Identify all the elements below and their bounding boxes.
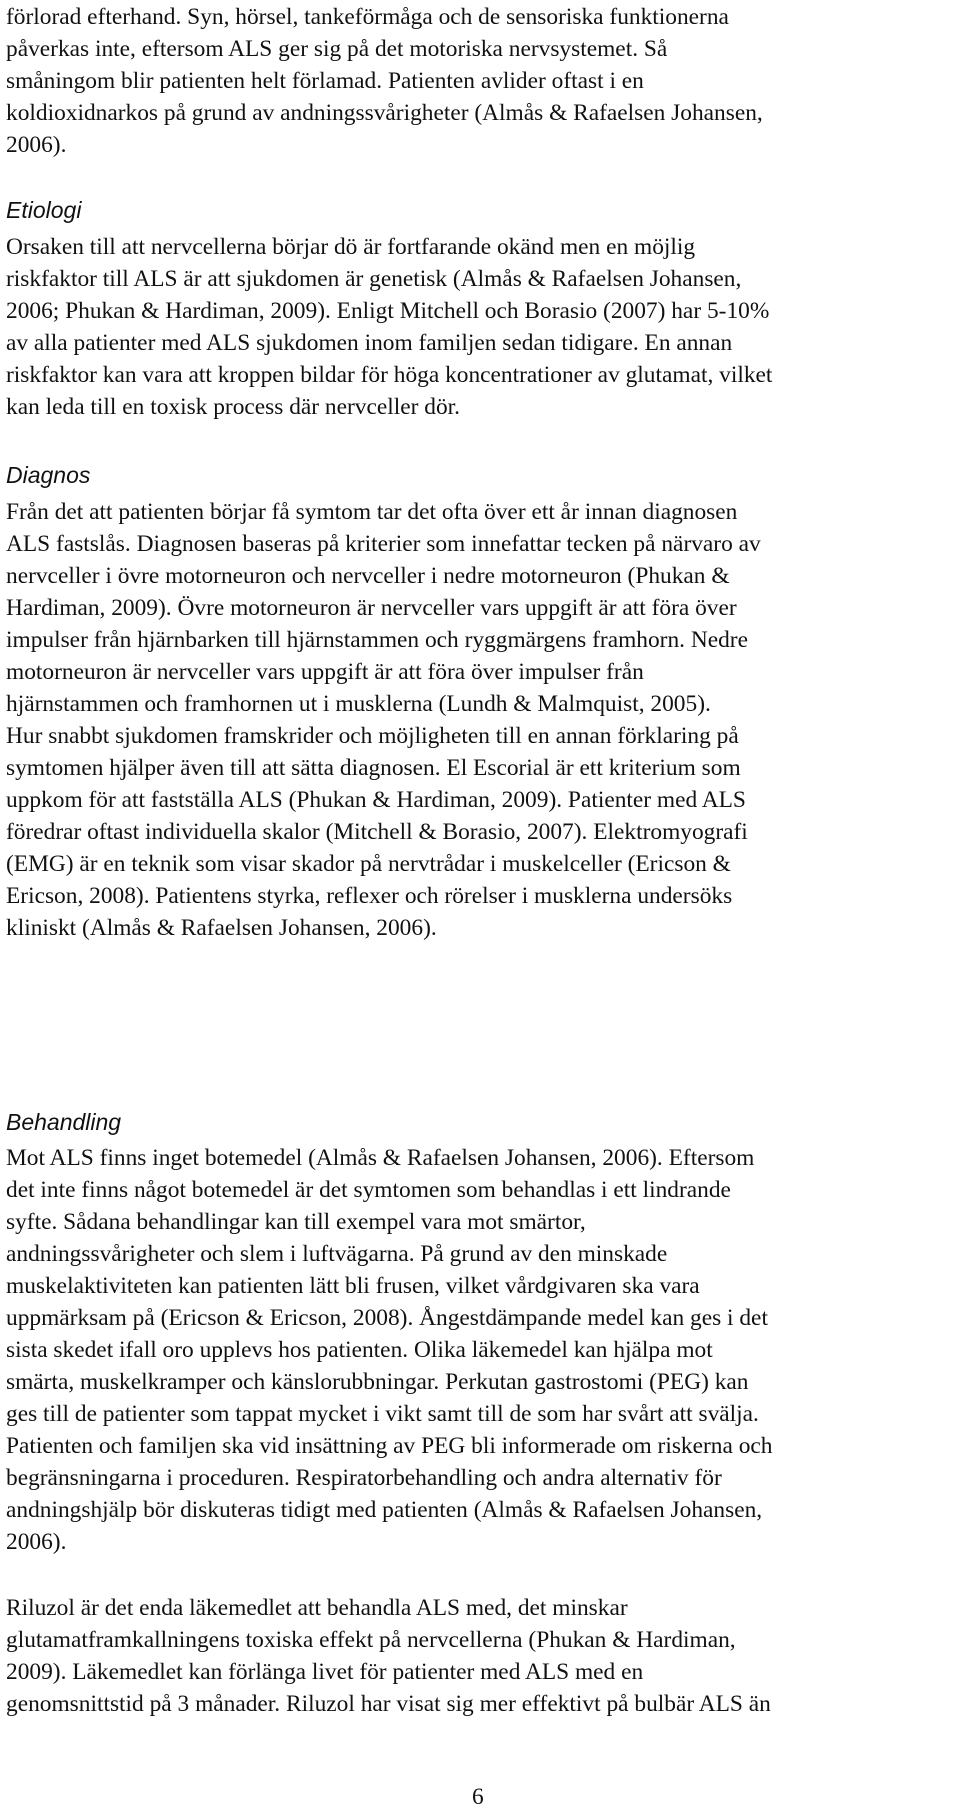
diagnos-line: Hur snabbt sjukdomen framskrider och möjligheten till en annan förklaring på [6, 723, 739, 749]
behandling-line: det inte finns något botemedel är det symtomen som behandlas i ett lindrande [6, 1177, 731, 1203]
diagnos-line: Från det att patienten börjar få symtom tar det ofta över ett år innan diagnosen [6, 499, 738, 525]
behandling-line: syfte. Sådana behandlingar kan till exempel vara mot smärtor, [6, 1209, 586, 1235]
etiologi-line: Orsaken till att nervcellerna börjar dö är fortfarande okänd men en möjlig [6, 234, 696, 260]
etiologi-line: kan leda till en toxisk process där nervceller dör. [6, 394, 461, 420]
section-heading-etiologi: Etiologi [6, 197, 82, 223]
behandling-line: 2006). [6, 1529, 67, 1555]
behandling-p2-line: 2009). Läkemedlet kan förlänga livet för patienter med ALS med en [6, 1659, 644, 1685]
intro-line: småningom blir patienten helt förlamad. Patienten avlider oftast i en [6, 68, 644, 94]
behandling-line: andningssvårigheter och slem i luftvägarna. På grund av den minskade [6, 1241, 668, 1267]
page-number: 6 [472, 1784, 484, 1810]
diagnos-line: impulser från hjärnbarken till hjärnstammen och ryggmärgens framhorn. Nedre [6, 627, 748, 653]
diagnos-line: symtomen hjälper även till att sätta diagnosen. El Escorial är ett kriterium som [6, 755, 741, 781]
intro-line: förlorad efterhand. Syn, hörsel, tankeförmåga och de sensoriska funktionerna [6, 4, 729, 30]
behandling-p2-line: glutamatframkallningens toxiska effekt på nervcellerna (Phukan & Hardiman, [6, 1627, 736, 1653]
behandling-p2-line: genomsnittstid på 3 månader. Riluzol har visat sig mer effektivt på bulbär ALS än [6, 1691, 771, 1717]
intro-line: koldioxidnarkos på grund av andningssvårigheter (Almås & Rafaelsen Johansen, [6, 100, 763, 126]
behandling-line: Mot ALS finns inget botemedel (Almås & Rafaelsen Johansen, 2006). Eftersom [6, 1145, 755, 1171]
behandling-line: smärta, muskelkramper och känslorubbningar. Perkutan gastrostomi (PEG) kan [6, 1369, 749, 1395]
diagnos-line: uppkom för att fastställa ALS (Phukan & Hardiman, 2009). Patienter med ALS [6, 787, 746, 813]
diagnos-line: Hardiman, 2009). Övre motorneuron är nervceller vars uppgift är att föra över [6, 595, 737, 621]
etiologi-line: 2006; Phukan & Hardiman, 2009). Enligt Mitchell och Borasio (2007) har 5-10% [6, 298, 770, 324]
intro-line: 2006). [6, 132, 67, 158]
behandling-line: sista skedet ifall oro upplevs hos patienten. Olika läkemedel kan hjälpa mot [6, 1337, 713, 1363]
etiologi-line: riskfaktor till ALS är att sjukdomen är genetisk (Almås & Rafaelsen Johansen, [6, 266, 742, 292]
etiologi-line: av alla patienter med ALS sjukdomen inom familjen sedan tidigare. En annan [6, 330, 733, 356]
behandling-line: muskelaktiviteten kan patienten lätt bli frusen, vilket vårdgivaren ska vara [6, 1273, 700, 1299]
section-heading-diagnos: Diagnos [6, 462, 91, 488]
diagnos-line: Ericson, 2008). Patientens styrka, reflexer och rörelser i musklerna undersöks [6, 883, 733, 909]
behandling-line: ges till de patienter som tappat mycket i vikt samt till de som har svårt att svälja. [6, 1401, 759, 1427]
diagnos-line: motorneuron är nervceller vars uppgift är att föra över impulser från [6, 659, 644, 685]
etiologi-line: riskfaktor kan vara att kroppen bildar för höga koncentrationer av glutamat, vilket [6, 362, 773, 388]
diagnos-line: föredrar oftast individuella skalor (Mitchell & Borasio, 2007). Elektromyografi [6, 819, 748, 845]
diagnos-line: ALS fastslås. Diagnosen baseras på kriterier som innefattar tecken på närvaro av [6, 531, 761, 557]
diagnos-line: hjärnstammen och framhornen ut i musklerna (Lundh & Malmquist, 2005). [6, 691, 711, 717]
behandling-line: uppmärksam på (Ericson & Ericson, 2008). Ångestdämpande medel kan ges i det [6, 1305, 768, 1331]
behandling-p2-line: Riluzol är det enda läkemedlet att behandla ALS med, det minskar [6, 1595, 628, 1621]
diagnos-line: kliniskt (Almås & Rafaelsen Johansen, 2006). [6, 915, 437, 941]
behandling-line: Patienten och familjen ska vid insättning av PEG bli informerade om riskerna och [6, 1433, 773, 1459]
diagnos-line: nervceller i övre motorneuron och nervceller i nedre motorneuron (Phukan & [6, 563, 730, 589]
intro-line: påverkas inte, eftersom ALS ger sig på det motoriska nervsystemet. Så [6, 36, 668, 62]
behandling-line: andningshjälp bör diskuteras tidigt med patienten (Almås & Rafaelsen Johansen, [6, 1497, 763, 1523]
behandling-line: begränsningarna i proceduren. Respiratorbehandling och andra alternativ för [6, 1465, 722, 1491]
diagnos-line: (EMG) är en teknik som visar skador på nervtrådar i muskelceller (Ericson & [6, 851, 731, 877]
section-heading-behandling: Behandling [6, 1109, 122, 1135]
